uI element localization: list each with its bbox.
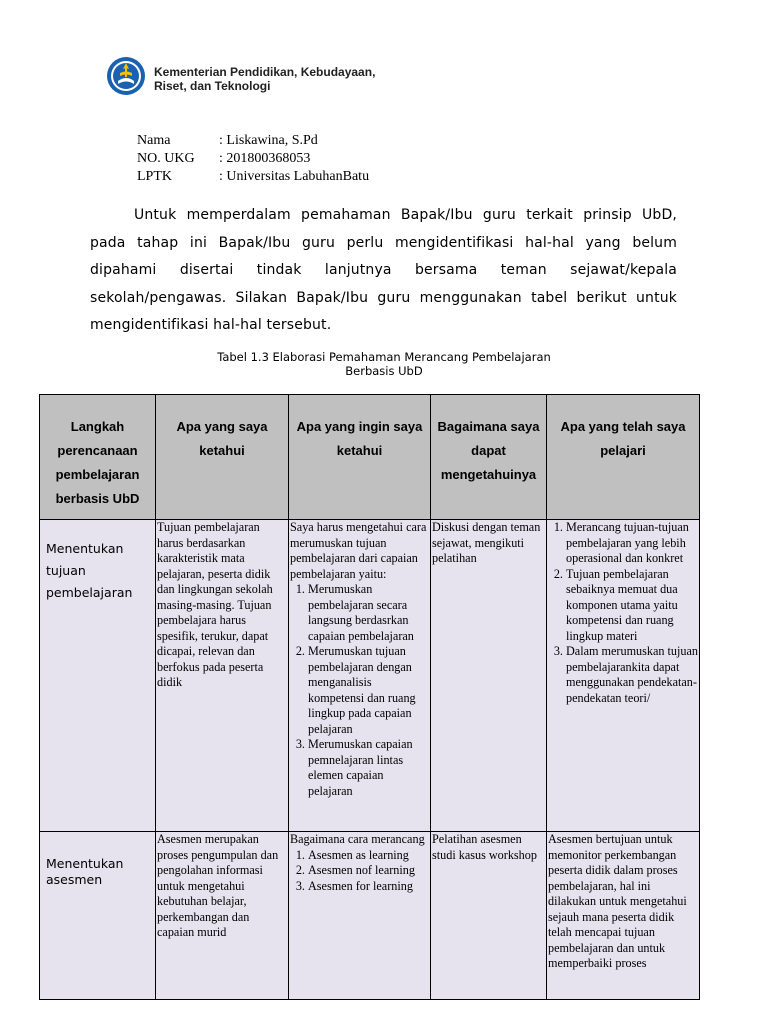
learned-list-item: 2. Tujuan pembelajaran sebaiknya memuat dua komponen utama yaitu kompetensi dan ruang lingkup materi (566, 567, 698, 645)
ministry-emblem-icon (106, 55, 146, 97)
header-cell-how: Bagaimana saya dapat mengetahuinya (431, 395, 547, 520)
how-cell: Diskusi dengan teman sejawat, mengikuti pelatihan (431, 520, 547, 832)
table-caption-line2: Berbasis UbD (345, 364, 423, 378)
identity-value: : Liskawina, S.Pd (219, 133, 318, 148)
table-row (40, 832, 700, 1000)
header-cell-want: Apa yang ingin saya ketahui (289, 395, 431, 520)
identity-row (137, 168, 369, 186)
learned-list (548, 520, 698, 706)
how-cell: Pelatihan asesmen studi kasus workshop (431, 832, 547, 1000)
identity-key: Nama (137, 133, 171, 148)
want-list-item: 1. Asesmen as learning (308, 848, 429, 864)
identity-block (137, 132, 369, 186)
want-list (290, 582, 429, 799)
want-cell (289, 520, 431, 832)
identity-key: NO. UKG (137, 151, 195, 166)
table-row (40, 520, 700, 832)
want-list-item: 2. Asesmen nof learning (308, 863, 429, 879)
identity-row (137, 132, 369, 150)
want-list-item: 3. Merumuskan capaian pemnelajaran lintas elemen capaian pelajaran (308, 737, 429, 799)
want-cell (289, 832, 431, 1000)
identity-row (137, 150, 369, 168)
ministry-logo (106, 55, 146, 97)
want-list-item: 2. Merumuskan tujuan pembelajaran dengan menganalisis kompetensi dan ruang lingkup pada capaian pelajaran (308, 644, 429, 737)
table-caption-line1: Tabel 1.3 Elaborasi Pemahaman Merancang Pembelajaran (217, 350, 551, 364)
want-list (290, 848, 429, 895)
header-cell-learned: Apa yang telah saya pelajari (547, 395, 700, 520)
known-cell: Tujuan pembelajaran harus berdasarkan karakteristik mata pelajaran, peserta didik dan lingkungan sekolah masing-masing. Tujuan pembelajara harus spesifik, terukur, dapat dicapai, relevan dan berfokus pada peserta didik (156, 520, 289, 832)
learned-list-item: 1. Merancang tujuan-tujuan pembelajaran yang lebih operasional dan konkret (566, 520, 698, 567)
identity-value: : Universitas LabuhanBatu (219, 169, 370, 184)
identity-key: LPTK (137, 169, 172, 184)
ministry-name-line2: Riset, dan Teknologi (154, 79, 271, 93)
want-list-item: 3. Asesmen for learning (308, 879, 429, 895)
want-intro: Saya harus mengetahui cara merumuskan tujuan pembelajaran dari capaian pembelajaran yaitu: (290, 520, 427, 581)
step-cell: Menentukan tujuan pembelajaran (40, 520, 156, 832)
header-cell-known: Apa yang saya ketahui (156, 395, 289, 520)
want-intro: Bagaimana cara merancang (290, 832, 425, 846)
learned-cell (547, 520, 700, 832)
known-cell: Asesmen merupakan proses pengumpulan dan pengolahan informasi untuk mengetahui kebutuhan belajar, perkembangan dan capaian murid (156, 832, 289, 1000)
intro-paragraph-text: Untuk memperdalam pemahaman Bapak/Ibu guru terkait prinsip UbD, pada tahap ini Bapak/Ibu guru perlu mengidentifikasi hal-hal yang belum dipahami disertai tindak lanjutnya bersama teman sejawat/kepala sekolah/pengawas. Silakan Bapak/Ibu guru menggunakan tabel berikut untuk mengidentifikasi hal-hal tersebut. (90, 207, 677, 333)
table-header-row (40, 395, 700, 520)
table-caption (160, 350, 608, 378)
step-cell: Menentukan asesmen (40, 832, 156, 1000)
elaboration-table (39, 394, 700, 1000)
intro-paragraph (90, 202, 677, 340)
identity-value: : 201800368053 (219, 151, 311, 166)
ministry-name-line1: Kementerian Pendidikan, Kebudayaan, (154, 65, 376, 79)
want-list-item: 1. Merumuskan pembelajaran secara langsung berdasrkan capaian pembelajaran (308, 582, 429, 644)
learned-cell: Asesmen bertujuan untuk memonitor perkembangan peserta didik dalam proses pembelajaran, hal ini dilakukan untuk mengetahui sejauh mana peserta didik telah mencapai tujuan pembelajaran dan untuk memperbaiki proses (547, 832, 700, 1000)
learned-list-item: 3. Dalam merumuskan tujuan pembelajarankita dapat menggunakan pendekatan-pendekatan teori/ (566, 644, 698, 706)
header-cell-step: Langkah perencanaan pembelajaran berbasis UbD (40, 395, 156, 520)
ministry-name (154, 65, 375, 93)
